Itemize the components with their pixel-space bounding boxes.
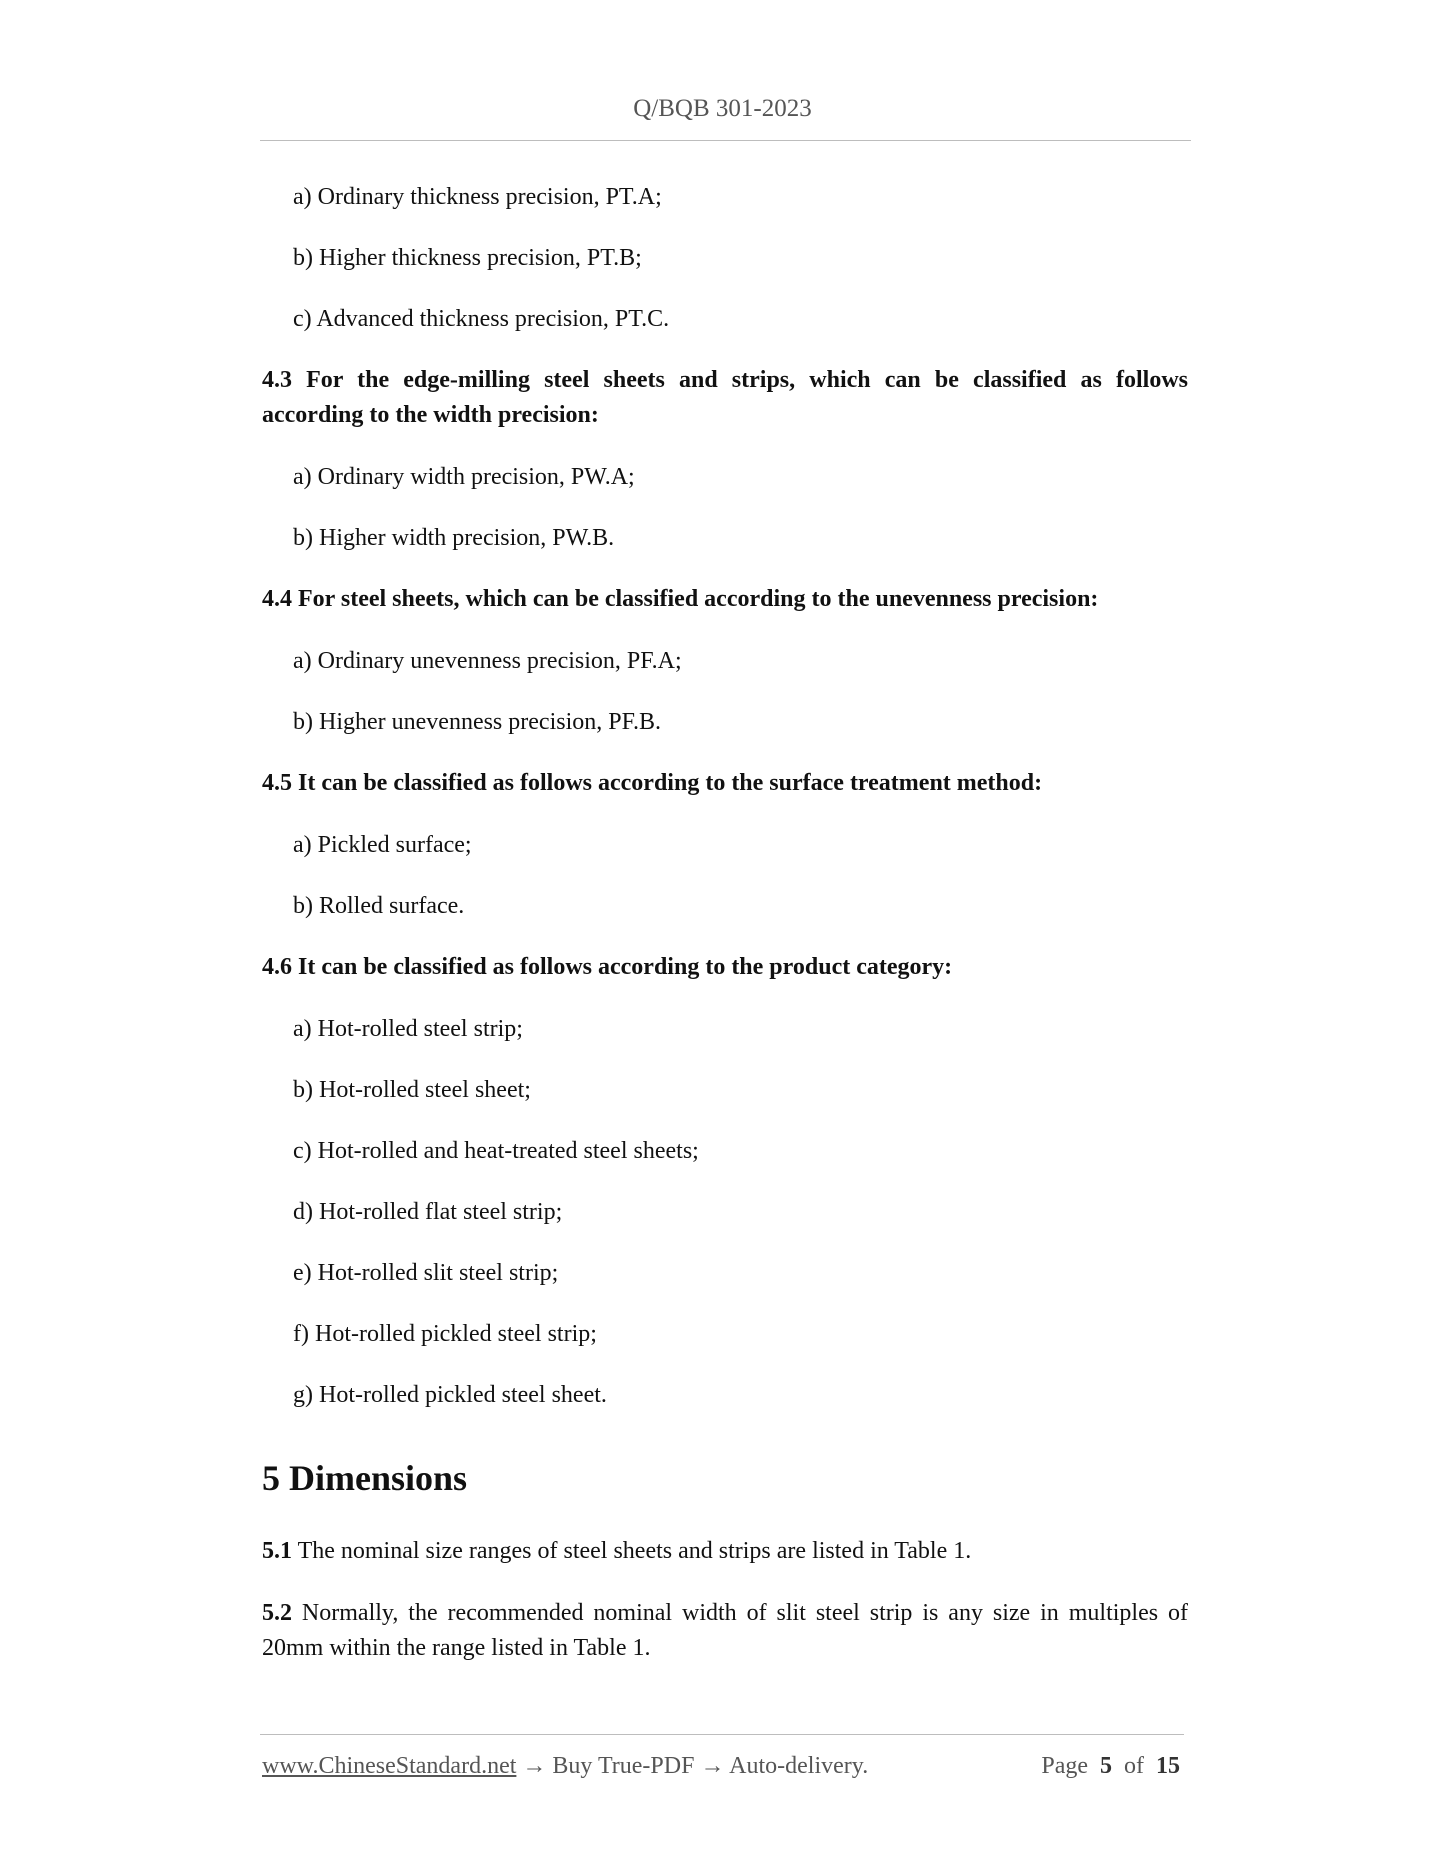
page-header-title: Q/BQB 301-2023	[633, 95, 812, 122]
list-item: b) Higher unevenness precision, PF.B.	[293, 709, 662, 735]
total-pages: 15	[1156, 1753, 1180, 1779]
list-item: b) Hot-rolled steel sheet;	[293, 1077, 531, 1103]
current-page: 5	[1100, 1753, 1112, 1779]
list-item: a) Ordinary unevenness precision, PF.A;	[293, 648, 682, 674]
clause-4-6: 4.6 It can be classified as follows according to the product category:	[262, 954, 953, 980]
clause-5-2	[262, 1596, 1188, 1666]
list-item: c) Advanced thickness precision, PT.C.	[293, 306, 670, 332]
list-item: a) Ordinary width precision, PW.A;	[293, 464, 635, 490]
page-label: Page	[1041, 1753, 1088, 1779]
clause-text: The nominal size ranges of steel sheets and strips are listed in Table 1.	[292, 1538, 972, 1564]
list-item: a) Pickled surface;	[293, 832, 472, 858]
buy-text: Buy True-PDF	[552, 1753, 695, 1779]
list-item: f) Hot-rolled pickled steel strip;	[293, 1321, 597, 1347]
arrow-icon: →	[516, 1753, 553, 1779]
header-divider	[260, 140, 1191, 141]
clause-5-1	[262, 1534, 1188, 1569]
clause-4-4: 4.4 For steel sheets, which can be classified according to the unevenness precision:	[262, 586, 1099, 612]
list-item: b) Higher thickness precision, PT.B;	[293, 245, 642, 271]
website-link[interactable]: www.ChineseStandard.net	[262, 1753, 517, 1779]
delivery-text: Auto-delivery.	[729, 1753, 869, 1779]
page-number	[1041, 1753, 1180, 1780]
section-heading-dimensions: 5 Dimensions	[262, 1458, 468, 1498]
list-item: a) Hot-rolled steel strip;	[293, 1016, 523, 1042]
arrow-icon: →	[694, 1753, 730, 1779]
clause-4-3: 4.3 For the edge-milling steel sheets and strips, which can be classified as follows according to the width precision:	[262, 367, 1188, 428]
footer-divider	[260, 1734, 1184, 1735]
clause-text: Normally, the recommended nominal width of slit steel strip is any size in multiples of 20mm within the range listed in Table 1.	[262, 1600, 1188, 1661]
clause-number: 5.1	[262, 1538, 292, 1564]
of-label: of	[1124, 1753, 1144, 1779]
list-item: e) Hot-rolled slit steel strip;	[293, 1260, 559, 1286]
clause-4-5: 4.5 It can be classified as follows according to the surface treatment method:	[262, 770, 1043, 796]
list-item: b) Rolled surface.	[293, 893, 465, 919]
document-body	[262, 180, 1188, 1693]
list-item: a) Ordinary thickness precision, PT.A;	[293, 184, 662, 210]
list-item: c) Hot-rolled and heat-treated steel sheets;	[293, 1138, 699, 1164]
list-item: b) Higher width precision, PW.B.	[293, 525, 615, 551]
list-item: g) Hot-rolled pickled steel sheet.	[293, 1382, 607, 1408]
clause-number: 5.2	[262, 1600, 292, 1626]
footer-promo	[262, 1753, 868, 1780]
list-item: d) Hot-rolled flat steel strip;	[293, 1199, 563, 1225]
